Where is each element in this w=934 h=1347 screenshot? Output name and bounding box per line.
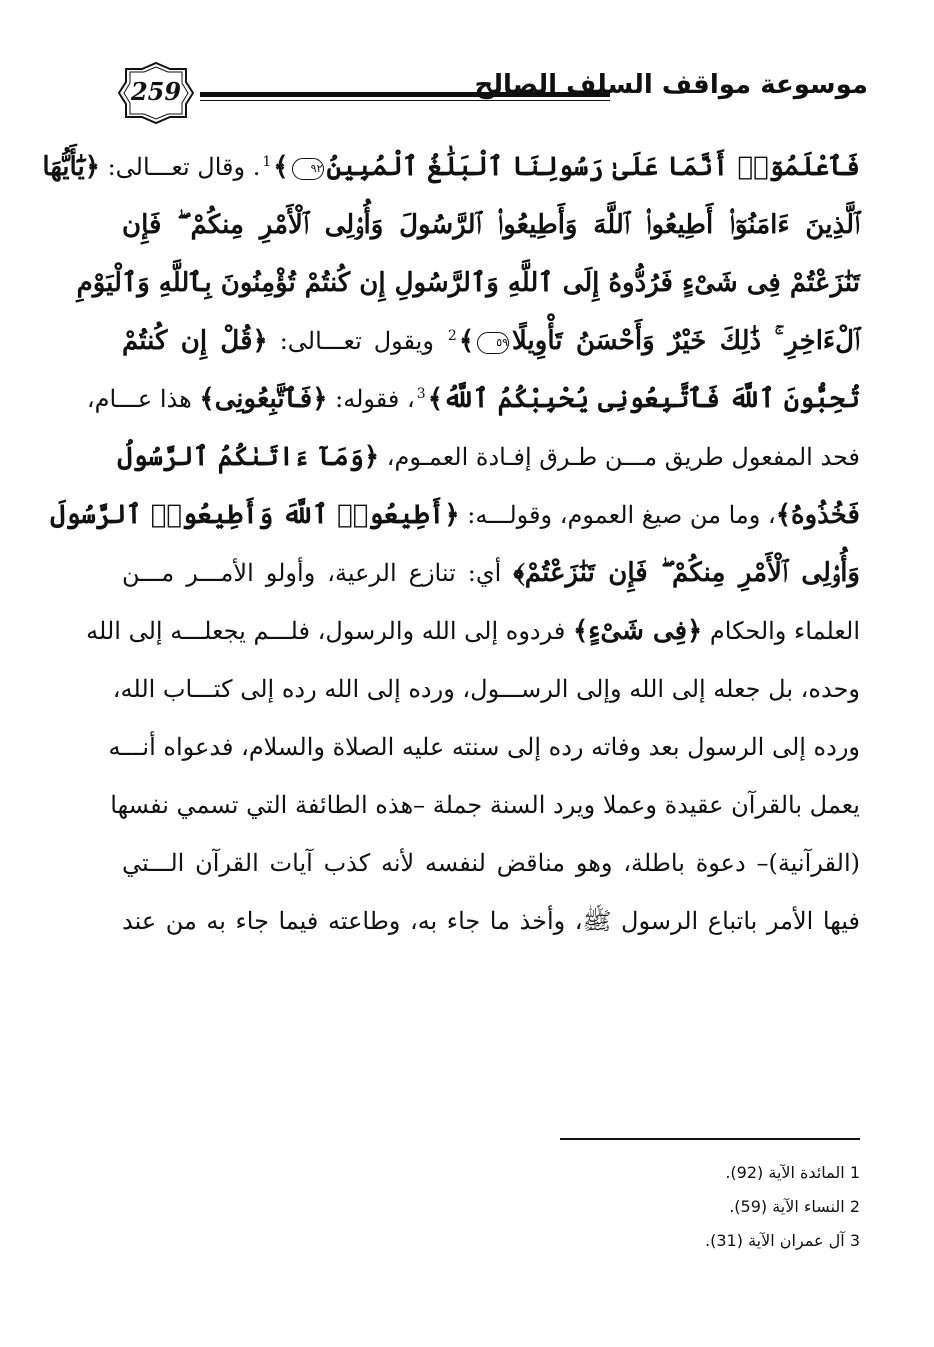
text-line bbox=[86, 370, 860, 428]
quran-verse: ﴿قُلْ إِن كُنتُمْ bbox=[122, 326, 268, 356]
text-line bbox=[117, 428, 860, 486]
quran-verse: ﴿أَطِيعُوا۟ ٱللَّهَ وَأَطِيعُوا۟ ٱلرَّسُولَ bbox=[50, 500, 460, 530]
ayah-number-marker: ٥٩ bbox=[477, 332, 509, 354]
quran-verse: وَأُو۟لِى ٱلْأَمْرِ مِنكُمْ ۖ فَإِن تَنَٰزَعْتُمْ﴾ bbox=[513, 558, 860, 588]
footnote-3: 3 آل عمران الآية (31). bbox=[705, 1231, 860, 1250]
quran-verse: ﴾ bbox=[458, 326, 475, 356]
text-line bbox=[122, 196, 860, 254]
text-line bbox=[122, 544, 860, 602]
body-text: فيها الأمر باتباع الرسول ﷺ، وأخذ ما جاء به، وطاعته فيما جاء به من عند bbox=[122, 907, 860, 935]
page-header bbox=[118, 62, 868, 130]
quran-verse: فَٱعْلَمُوٓا۟ أَنَّمَا عَلَىٰ رَسُولِنَا ٱلْبَلَٰغُ ٱلْمُبِينُ bbox=[326, 152, 860, 182]
body-text: العلماء والحكام bbox=[702, 617, 860, 645]
text-line bbox=[86, 602, 860, 660]
body-text: ورده إلى الرسول بعد وفاته رده إلى سنته عليه الصلاة والسلام، فدعواه أنـــه bbox=[108, 733, 860, 761]
text-line bbox=[50, 486, 860, 544]
footnote-ref: 3 bbox=[416, 386, 426, 402]
body-text: ، وما من صيغ العموم، وقولـــه: bbox=[459, 501, 776, 529]
body-text: يعمل بالقرآن عقيدة وعملا ويرد السنة جملة –هذه الطائفة التي تسمي نفسها bbox=[110, 791, 860, 819]
quran-verse: ﴾ bbox=[273, 152, 289, 182]
body-text: فردوه إلى الله والرسول، فلـــم يجعلـــه إلى الله bbox=[86, 617, 573, 645]
text-line bbox=[122, 892, 860, 950]
footnote-ref: 2 bbox=[447, 328, 457, 344]
footnote-1: 1 المائدة الآية (92). bbox=[725, 1163, 860, 1182]
body-text: وحده، بل جعله إلى الله وإلى الرســـول، ورده إلى الله رده إلى كتـــاب الله، bbox=[112, 675, 860, 703]
footnote-separator bbox=[560, 1138, 860, 1140]
quran-verse: ٱلَّذِينَ ءَامَنُوٓا۟ أَطِيعُوا۟ ٱللَّهَ وَأَطِيعُوا۟ ٱلرَّسُولَ وَأُو۟لِى ٱلْأَمْرِ مِنكُمْ ۖ فَإِن bbox=[122, 210, 860, 240]
book-title: موسوعة مواقف السلف الصالح bbox=[474, 70, 868, 100]
quran-verse: ﴿وَمَآ ءَاتَىٰكُمُ ٱلرَّسُولُ bbox=[117, 442, 380, 472]
body-text: (القرآنية)– دعوة باطلة، وهو مناقض لنفسه لأنه كذب آيات القرآن الـــتي bbox=[122, 849, 860, 877]
footnote-2: 2 النساء الآية (59). bbox=[729, 1197, 860, 1216]
quran-verse: تُحِبُّونَ ٱللَّهَ فَٱتَّبِعُونِى يُحْبِبْكُمُ ٱللَّهُ﴾ bbox=[427, 384, 860, 414]
quran-verse: ﴿فِى شَىْءٍ﴾ bbox=[572, 616, 703, 646]
body-text: . وقال تعـــالى: bbox=[99, 153, 261, 181]
text-line bbox=[108, 718, 860, 776]
quran-verse: ﴿فَٱتَّبِعُونِى﴾ bbox=[199, 384, 328, 414]
text-line bbox=[110, 776, 860, 834]
body-text: ، فقوله: bbox=[327, 385, 415, 413]
body-text: فحد المفعول طريق مـــن طـرق إفـادة العمـوم، bbox=[379, 443, 860, 471]
footnote-ref: 1 bbox=[262, 154, 272, 170]
page-number: 259 bbox=[130, 77, 182, 106]
body-text: هذا عـــام، bbox=[86, 385, 200, 413]
quran-verse: فَخُذُوهُ﴾ bbox=[775, 500, 860, 530]
page-number-badge bbox=[118, 62, 194, 124]
text-line bbox=[122, 312, 860, 370]
footnotes bbox=[560, 1156, 860, 1258]
text-line bbox=[122, 834, 860, 892]
quran-verse: ﴿يَٰٓأَيُّهَا bbox=[42, 152, 100, 182]
ayah-number-marker: ٩٢ bbox=[292, 158, 324, 180]
main-text bbox=[42, 138, 860, 950]
text-line bbox=[76, 254, 860, 312]
text-line bbox=[42, 138, 860, 196]
text-line bbox=[112, 660, 860, 718]
body-text: ويقول تعـــالى: bbox=[267, 327, 446, 355]
quran-verse: ٱلْءَاخِرِ ۚ ذَٰلِكَ خَيْرٌ وَأَحْسَنُ تَأْوِيلًا bbox=[512, 326, 860, 356]
quran-verse: تَنَٰزَعْتُمْ فِى شَىْءٍ فَرُدُّوهُ إِلَى ٱللَّهِ وَٱلرَّسُولِ إِن كُنتُمْ تُؤْمِنُونَ بِٱللَّهِ وَٱلْيَوْمِ bbox=[76, 268, 860, 298]
body-text: أي: تنازع الرعية، وأولو الأمـــر مـــن bbox=[122, 559, 514, 587]
